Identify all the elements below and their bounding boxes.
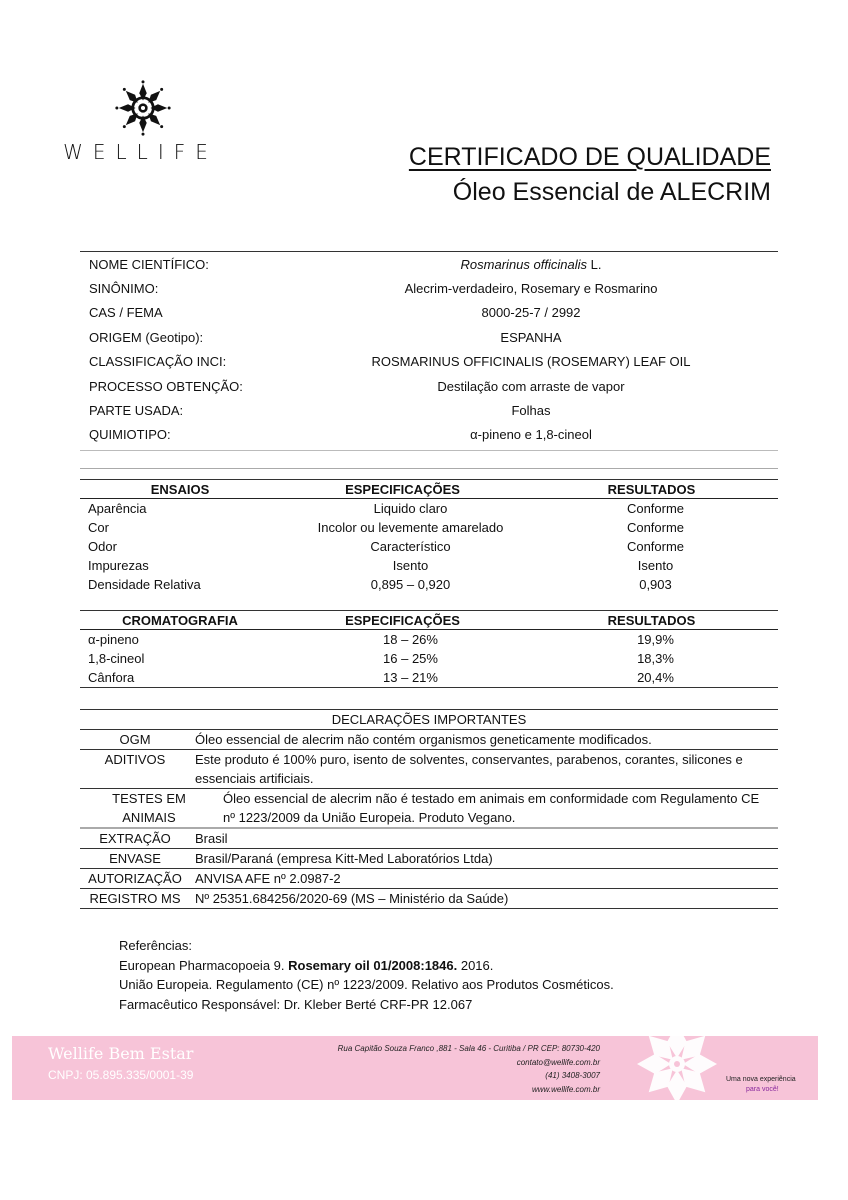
footer-phone: (41) 3408-3007 — [545, 1071, 600, 1080]
test-spec: Característico — [370, 539, 451, 554]
declaration-value: Óleo essencial de alecrim não contém organismos geneticamente modificados. — [195, 732, 652, 747]
info-label: CAS / FEMA — [89, 305, 163, 321]
test-spec: Liquido claro — [373, 501, 448, 516]
scientific-name: Rosmarinus officinalis — [460, 256, 587, 272]
wellife-logo — [58, 78, 223, 168]
declaration-row — [80, 730, 778, 750]
footer-email[interactable]: contato@wellife.com.br — [516, 1057, 600, 1067]
header-specifications: ESPECIFICAÇÕES — [345, 612, 460, 628]
declaration-key: TESTES EM ANIMAIS — [112, 791, 186, 825]
mandala-logo-icon — [115, 78, 171, 138]
reference-pharmacopoeia — [119, 956, 614, 976]
info-value: Folhas — [511, 403, 551, 419]
references-heading: Referências: — [119, 938, 192, 953]
test-name: Impurezas — [88, 558, 149, 573]
declaration-row — [80, 849, 778, 869]
declaration-key: REGISTRO MS — [89, 891, 181, 906]
compound-result: 19,9% — [637, 632, 674, 647]
info-label: PROCESSO OBTENÇÃO: — [89, 378, 243, 394]
compound-name: α-pineno — [88, 632, 139, 647]
compound-result: 20,4% — [637, 670, 674, 685]
info-label: ORIGEM (Geotipo): — [89, 329, 204, 345]
test-name: Densidade Relativa — [88, 577, 201, 592]
tests-table-header — [80, 479, 778, 499]
logo-wordmark: WELLIFE — [63, 140, 218, 164]
chromatography-table — [80, 610, 778, 688]
declaration-value: Este produto é 100% puro, isento de solventes, conservantes, parabenos, corantes, silicones e essenciais artificiais. — [195, 752, 743, 786]
info-row-scientific-name — [80, 252, 778, 276]
compound-spec: 18 – 26% — [383, 632, 438, 647]
header-specifications: ESPECIFICAÇÕES — [345, 481, 460, 497]
compound-spec: 13 – 21% — [383, 670, 438, 685]
info-value: ESPANHA — [500, 329, 562, 345]
responsible-pharmacist: Farmacêutico Responsável: Dr. Kleber Berté CRF-PR 12.067 — [119, 996, 473, 1012]
table-row — [80, 518, 778, 537]
header-chromatography: CROMATOGRAFIA — [122, 612, 238, 628]
info-row-origin — [80, 325, 778, 349]
declarations-title: DECLARAÇÕES IMPORTANTES — [80, 709, 778, 730]
footer-banner — [12, 1036, 818, 1100]
info-row-process — [80, 374, 778, 398]
declaration-value: Brasil — [195, 831, 228, 846]
info-row-synonym — [80, 276, 778, 300]
declaration-value: Óleo essencial de alecrim não é testado em animais em conformidade com Regulamento CE nº 1223/2009 da União Europeia. Produto Vegano. — [223, 791, 760, 825]
info-label: PARTE USADA: — [89, 403, 184, 419]
reference-year: 2016. — [457, 957, 494, 973]
scientific-name-author: L. — [586, 256, 602, 272]
info-value: Alecrim-verdadeiro, Rosemary e Rosmarino — [404, 281, 658, 297]
info-value — [294, 257, 778, 272]
info-value: Destilação com arraste de vapor — [437, 378, 625, 394]
test-name: Odor — [88, 539, 117, 554]
info-value: ROSMARINUS OFFICINALIS (ROSEMARY) LEAF OIL — [371, 354, 691, 370]
table-row — [80, 499, 778, 518]
info-row-cas-fema — [80, 301, 778, 325]
table-row — [80, 668, 778, 687]
declaration-value: Brasil/Paraná (empresa Kitt-Med Laboratórios Ltda) — [195, 851, 493, 866]
mandala-watermark-icon — [622, 1036, 732, 1100]
certificate-title — [409, 142, 771, 208]
declaration-row — [80, 829, 778, 849]
declaration-key: ADITIVOS — [104, 752, 166, 767]
info-label: NOME CIENTÍFICO: — [89, 256, 209, 272]
test-spec: Incolor ou levemente amarelado — [317, 520, 504, 535]
declaration-value: ANVISA AFE nº 2.0987-2 — [195, 871, 341, 886]
info-row-inci — [80, 350, 778, 374]
table-row — [80, 537, 778, 556]
declaration-key: ENVASE — [109, 851, 161, 866]
declaration-row — [80, 789, 778, 829]
info-label: QUIMIOTIPO: — [89, 427, 171, 443]
info-value: α-pineno e 1,8-cineol — [470, 427, 592, 443]
test-spec: Isento — [392, 558, 429, 573]
title-product: Óleo Essencial de ALECRIM — [452, 178, 771, 206]
footer-address: Rua Capitão Souza Franco ,881 - Sala 46 - Curitiba / PR CEP: 80730-420 — [337, 1044, 600, 1053]
info-value: 8000-25-7 / 2992 — [481, 305, 581, 321]
declaration-key: OGM — [119, 732, 151, 747]
declaration-key: EXTRAÇÃO — [99, 831, 171, 846]
test-name: Cor — [88, 520, 109, 535]
footer-company-name: Wellife Bem Estar — [48, 1044, 194, 1063]
tests-table — [80, 468, 778, 594]
reference-monograph: Rosemary oil 01/2008:1846. — [288, 957, 458, 973]
footer-contact — [338, 1042, 600, 1096]
declaration-row — [80, 869, 778, 889]
compound-result: 18,3% — [637, 651, 674, 666]
product-info-table — [80, 251, 778, 451]
test-result: Isento — [637, 558, 674, 573]
test-name: Aparência — [88, 501, 147, 516]
table-row — [80, 556, 778, 575]
declaration-key: AUTORIZAÇÃO — [88, 871, 182, 886]
title-main: CERTIFICADO DE QUALIDADE — [408, 143, 771, 171]
declaration-value: Nº 25351.684256/2020-69 (MS – Ministério da Saúde) — [195, 891, 509, 906]
info-label: SINÔNIMO: — [89, 281, 159, 297]
test-result: Conforme — [626, 501, 685, 516]
test-result: 0,903 — [639, 577, 672, 592]
reference-eu-regulation: União Europeia. Regulamento (CE) nº 1223/2009. Relativo aos Produtos Cosméticos. — [119, 977, 614, 992]
compound-name: 1,8-cineol — [88, 651, 145, 666]
footer-slogan: Uma nova experiência — [726, 1076, 796, 1083]
declaration-row — [80, 889, 778, 909]
compound-name: Cânfora — [88, 670, 135, 685]
declaration-row — [80, 750, 778, 789]
header-tests: ENSAIOS — [150, 481, 210, 497]
test-spec: 0,895 – 0,920 — [370, 577, 451, 592]
footer-cnpj: CNPJ: 05.895.335/0001-39 — [48, 1068, 194, 1082]
header-results: RESULTADOS — [607, 612, 696, 628]
footer-website[interactable]: www.wellife.com.br — [531, 1084, 600, 1094]
declarations-table — [80, 709, 778, 909]
header-results: RESULTADOS — [607, 481, 696, 497]
table-row — [80, 649, 778, 668]
compound-spec: 16 – 25% — [383, 651, 438, 666]
info-row-part-used — [80, 398, 778, 422]
reference-text: European Pharmacopoeia 9. — [119, 957, 289, 973]
references — [119, 936, 614, 1014]
table-row — [80, 630, 778, 649]
test-result: Conforme — [626, 539, 685, 554]
table-row — [80, 575, 778, 594]
info-label: CLASSIFICAÇÃO INCI: — [89, 354, 227, 370]
footer-slogan-accent: para você! — [746, 1086, 779, 1093]
info-row-chemotype — [80, 423, 778, 447]
test-result: Conforme — [626, 520, 685, 535]
chromatography-table-header — [80, 610, 778, 630]
